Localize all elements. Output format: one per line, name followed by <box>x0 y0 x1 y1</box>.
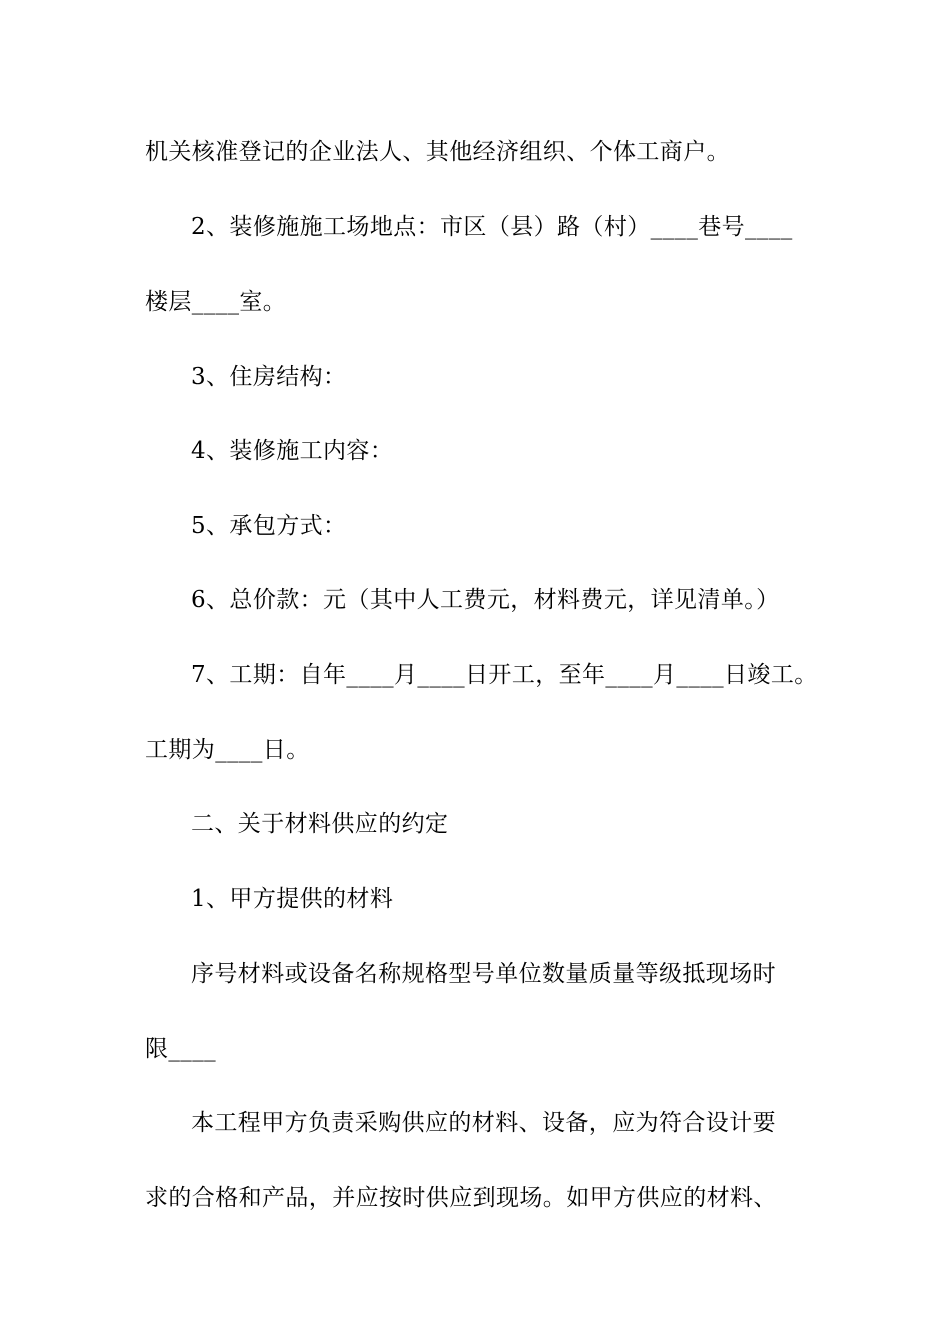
text-line-7: 6、总价款：元（其中人工费元，材料费元，详见清单。） <box>191 587 780 613</box>
text-line-5: 4、装修施工内容： <box>191 438 394 464</box>
text-line-4: 3、住房结构： <box>191 364 347 390</box>
text-line-2: 2、装修施施工场地点：市区（县）路（村）____巷号____ <box>191 214 793 240</box>
text-line-12: 序号材料或设备名称规格型号单位数量质量等级抵现场时 <box>191 961 776 987</box>
text-line-14: 本工程甲方负责采购供应的材料、设备，应为符合设计要 <box>191 1110 776 1136</box>
text-line-1: 机关核准登记的企业法人、其他经济组织、个体工商户。 <box>145 139 730 165</box>
text-line-15: 求的合格和产品，并应按时供应到现场。如甲方供应的材料、 <box>145 1185 777 1211</box>
section-heading: 二、关于材料供应的约定 <box>191 811 449 837</box>
text-line-6: 5、承包方式： <box>191 513 347 539</box>
text-line-8: 7、工期：自年____月____日开工，至年____月____日竣工。 <box>191 662 818 688</box>
text-line-13: 限____ <box>145 1036 216 1062</box>
text-line-3: 楼层____室。 <box>145 289 287 315</box>
text-line-11: 1、甲方提供的材料 <box>191 886 394 912</box>
text-line-9: 工期为____日。 <box>145 737 310 763</box>
